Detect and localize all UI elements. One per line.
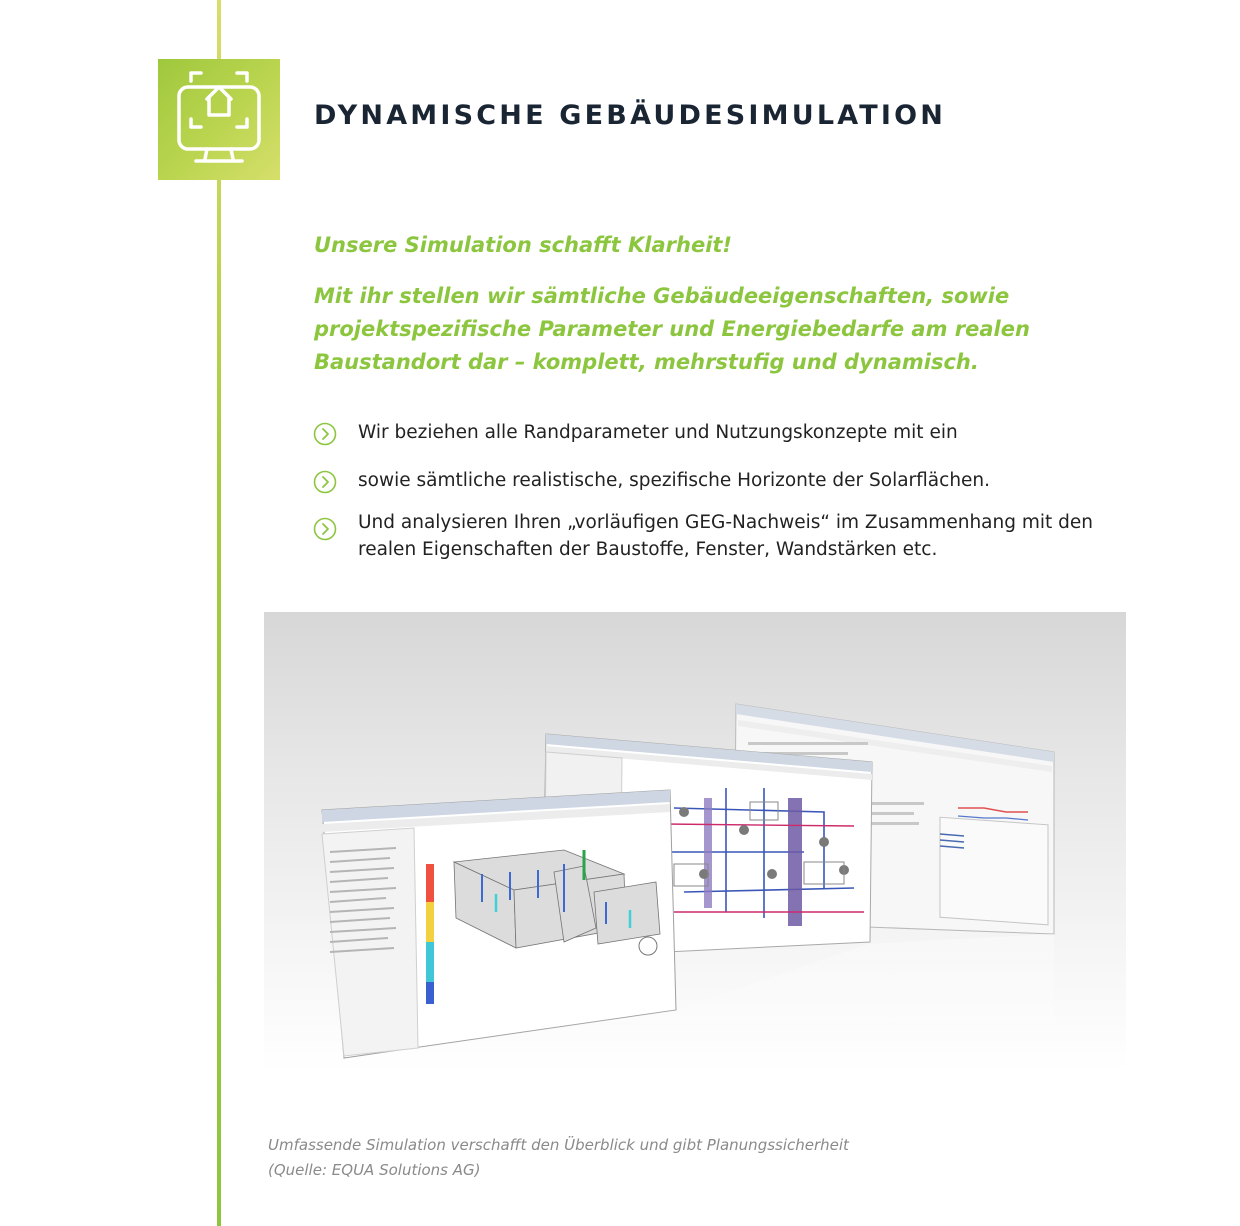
software-screenshot-image (264, 612, 1126, 1072)
bullet-text: Und analysieren Ihren „vorläufigen GEG-Nachweis“ im Zusammenhang mit den realen Eigenschaften der Baustoffe, Fenster, Wandstärken etc. (358, 512, 1093, 560)
lead-paragraph: Mit ihr stellen wir sämtliche Gebäudeeigenschaften, sowie projektspezifische Parameter und Energiebedarfe am realen Baustandort dar – komplett, mehrstufig und dynamisch. (314, 284, 1030, 374)
bullet-text: Wir beziehen alle Randparameter und Nutzungskonzepte mit ein (358, 422, 958, 443)
caption-text: Umfassende Simulation verschafft den Überblick und gibt Planungssicherheit (268, 1136, 849, 1154)
monitor-house-icon (158, 59, 280, 180)
chevron-right-circle-icon (313, 517, 337, 541)
chevron-right-circle-icon (313, 422, 337, 446)
bullet-text: sowie sämtliche realistische, spezifische Horizonte der Solarflächen. (358, 470, 991, 491)
image-caption (268, 1133, 968, 1183)
lead-statement: Unsere Simulation schafft Klarheit! (314, 233, 733, 257)
caption-source: (Quelle: EQUA Solutions AG) (268, 1161, 481, 1179)
vertical-accent-line (217, 0, 221, 1226)
chevron-right-circle-icon (313, 470, 337, 494)
page-title: DYNAMISCHE GEBÄUDESIMULATION (314, 100, 947, 131)
